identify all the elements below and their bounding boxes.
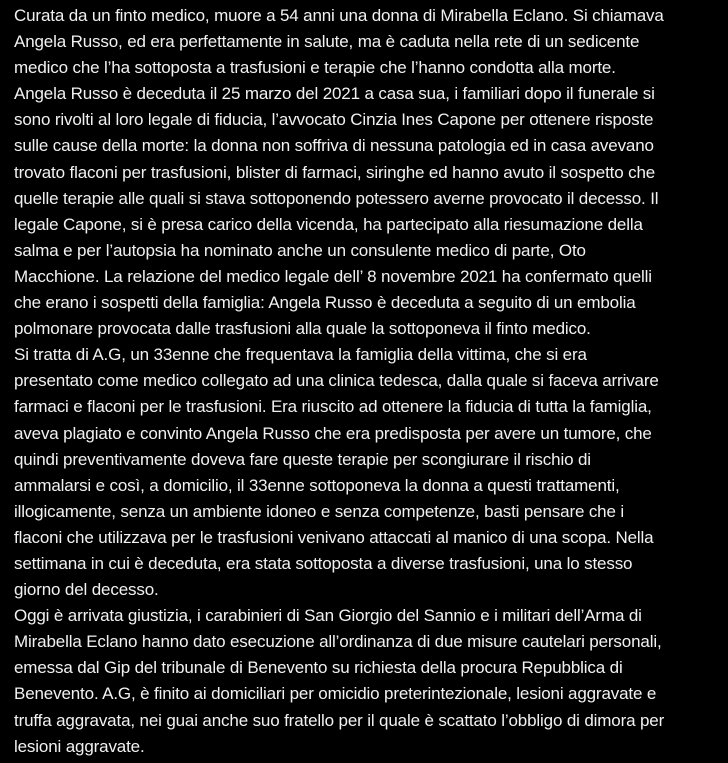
text-line: Angela Russo, ed era perfettamente in salute, ma è caduta nella rete di un sedicente [14, 32, 640, 52]
text-line: quelle terapie alle quali si stava sottoponendo potessero averne provocato il decesso. Il [14, 188, 659, 208]
text-line: sono rivolti al loro legale di fiducia, l’avvocato Cinzia Ines Capone per ottenere risposte [14, 110, 654, 130]
text-line: Angela Russo è deceduta il 25 marzo del 2021 a casa sua, i familiari dopo il funerale si [14, 84, 655, 104]
text-line: farmaci e flaconi per le trasfusioni. Era riuscito ad ottenere la fiducia di tutta la famiglia, [14, 397, 652, 417]
paragraph-justice-measures [14, 603, 720, 760]
text-line: settimana in cui è deceduta, era stata sottoposta a diverse trasfusioni, una lo stesso [14, 553, 633, 573]
text-line: Curata da un finto medico, muore a 54 anni una donna di Mirabella Eclano. Si chiamava [14, 6, 664, 25]
text-line: medico che l’ha sottoposta a trasfusioni e terapie che l’hanno condotta alla morte. [14, 58, 616, 78]
text-line: aveva plagiato e convinto Angela Russo che era predisposta per avere un tumore, che [14, 423, 652, 443]
text-line: Benevento. A.G, è finito ai domiciliari per omicidio preterintezionale, lesioni aggravate e [14, 684, 657, 704]
text-line: ammalarsi e così, a domicilio, il 33enne sottoponeva la donna a questi trattamenti, [14, 475, 620, 495]
text-line: Mirabella Eclano hanno dato esecuzione all’ordinanza di due misure cautelari personali, [14, 632, 662, 652]
text-line: Macchione. La relazione del medico legale dell’ 8 novembre 2021 ha confermato quelli [14, 266, 652, 286]
text-line: quindi preventivamente doveva fare queste terapie per scongiurare il rischio di [14, 449, 591, 469]
text-line: giorno del decesso. [14, 580, 159, 600]
text-line: truffa aggravata, nei guai anche suo fratello per il quale è scattato l’obbligo di dimora per [14, 710, 665, 730]
text-line: presentato come medico collegato ad una clinica tedesca, dalla quale si faceva arrivare [14, 371, 659, 391]
text-line: emessa dal Gip del tribunale di Benevento su richiesta della procura Repubblica di [14, 658, 623, 678]
text-line: sulle cause della morte: la donna non soffriva di nessuna patologia ed in casa avevano [14, 136, 654, 156]
paragraph-death-report [14, 3, 720, 342]
text-line: trovato flaconi per trasfusioni, blister di farmaci, siringhe ed hanno avuto il sospetto che [14, 162, 656, 182]
text-line: salma e per l’autopsia ha nominato anche un consulente medico di parte, Oto [14, 240, 586, 260]
text-line: Si tratta di A.G, un 33enne che frequentava la famiglia della vittima, che si era [14, 345, 587, 365]
text-line: polmonare provocata dalle trasfusioni alla quale la sottoponeva il finto medico. [14, 319, 591, 339]
text-line: lesioni aggravate. [14, 736, 145, 756]
text-line: flaconi che utilizzava per le trasfusioni venivano attaccati al manico di una scopa. Nella [14, 527, 654, 547]
paragraph-fake-doctor [14, 342, 720, 603]
text-line: illogicamente, senza un ambiente idoneo e senza competenze, basti pensare che i [14, 501, 624, 521]
text-line: legale Capone, si è presa carico della vicenda, ha partecipato alla riesumazione della [14, 214, 643, 234]
text-line: che erano i sospetti della famiglia: Angela Russo è deceduta a seguito di un embolia [14, 293, 636, 313]
text-line: Oggi è arrivata giustizia, i carabinieri di San Giorgio del Sannio e i militari dell’Arma di [14, 606, 642, 626]
